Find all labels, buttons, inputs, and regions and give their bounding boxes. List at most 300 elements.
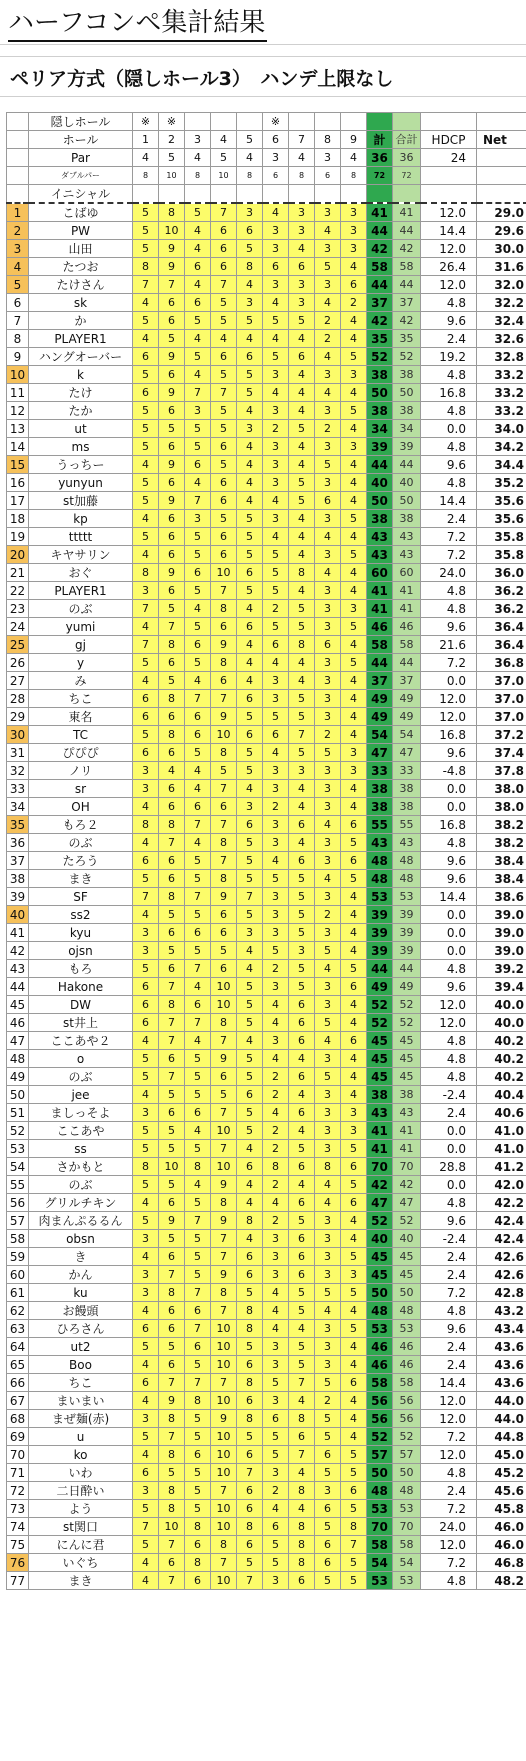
hole-score: 4: [315, 1194, 341, 1212]
rank-cell: 20: [7, 546, 29, 564]
net-score: 38.6: [477, 888, 526, 906]
hole-score: 2: [263, 1068, 289, 1086]
hidden-mark: [211, 113, 237, 131]
par-row: [7, 149, 526, 167]
hole-score: 6: [185, 798, 211, 816]
handicap-value: 12.0: [421, 1446, 477, 1464]
hole-score: 7: [185, 690, 211, 708]
rank-cell: 24: [7, 618, 29, 636]
rank-cell: 27: [7, 672, 29, 690]
hole-score: 4: [263, 1500, 289, 1518]
hole-score: 4: [341, 330, 367, 348]
hole-score: 8: [133, 564, 159, 582]
table-row: [7, 1518, 526, 1536]
hole-number: 3: [185, 131, 211, 149]
total-score: 39: [367, 438, 393, 456]
hole-score: 10: [211, 1428, 237, 1446]
hole-score: 3: [263, 816, 289, 834]
hole-score: 6: [289, 1266, 315, 1284]
total-score: 38: [367, 510, 393, 528]
player-name: か: [29, 312, 133, 330]
hole-score: 4: [341, 1356, 367, 1374]
hole-score: 4: [237, 960, 263, 978]
hole-score: 3: [315, 474, 341, 492]
table-row: [7, 1176, 526, 1194]
hole-score: 4: [185, 1176, 211, 1194]
rank-cell: 22: [7, 582, 29, 600]
rank-cell: 63: [7, 1320, 29, 1338]
hole-score: 2: [263, 960, 289, 978]
hole-score: 4: [341, 1410, 367, 1428]
rank-cell: 50: [7, 1086, 29, 1104]
hole-score: 6: [211, 492, 237, 510]
hole-score: 3: [263, 780, 289, 798]
hole-score: 4: [185, 978, 211, 996]
hole-score: 5: [289, 312, 315, 330]
gross-score: 46: [393, 618, 421, 636]
hole-score: 6: [159, 582, 185, 600]
table-row: [7, 438, 526, 456]
gross-score: 43: [393, 834, 421, 852]
hole-score: 3: [315, 672, 341, 690]
total-score: 44: [367, 654, 393, 672]
player-name: u: [29, 1428, 133, 1446]
hole-score: 8: [237, 1518, 263, 1536]
handicap-value: 16.8: [421, 384, 477, 402]
hole-score: 2: [263, 1212, 289, 1230]
hole-score: 5: [341, 402, 367, 420]
hole-score: 5: [133, 528, 159, 546]
hole-score: 5: [237, 1284, 263, 1302]
rank-cell: 26: [7, 654, 29, 672]
gross-score: 58: [393, 1374, 421, 1392]
net-score: 36.2: [477, 582, 526, 600]
hole-score: 6: [185, 456, 211, 474]
rank-cell: 53: [7, 1140, 29, 1158]
total-score: 41: [367, 203, 393, 222]
hole-score: 9: [211, 1212, 237, 1230]
gross-score: 54: [393, 1554, 421, 1572]
hole-score: 2: [263, 1176, 289, 1194]
hole-score: 5: [133, 438, 159, 456]
hole-score: 2: [263, 1086, 289, 1104]
hole-score: 5: [237, 834, 263, 852]
rank-cell: 44: [7, 978, 29, 996]
hole-score: 9: [159, 456, 185, 474]
hole-score: 5: [211, 762, 237, 780]
hidden-mark: [341, 113, 367, 131]
rank-cell: 21: [7, 564, 29, 582]
table-row: [7, 636, 526, 654]
net-score: 42.2: [477, 1194, 526, 1212]
hole-score: 6: [263, 1518, 289, 1536]
hole-score: 6: [159, 1302, 185, 1320]
rank-cell: 36: [7, 834, 29, 852]
hole-score: 7: [185, 1374, 211, 1392]
double-par-value: 6: [315, 167, 341, 185]
hole-score: 4: [315, 1176, 341, 1194]
hole-score: 5: [341, 1176, 367, 1194]
handicap-value: 2.4: [421, 1266, 477, 1284]
hole-number: 9: [341, 131, 367, 149]
gross-score: 37: [393, 294, 421, 312]
hole-score: 9: [211, 1176, 237, 1194]
hole-score: 3: [315, 1356, 341, 1374]
net-score: 42.6: [477, 1248, 526, 1266]
handicap-value: 9.6: [421, 744, 477, 762]
total-score: 42: [367, 1176, 393, 1194]
hole-score: 5: [315, 1428, 341, 1446]
hole-score: 4: [315, 564, 341, 582]
hole-score: 5: [315, 1518, 341, 1536]
hole-score: 3: [133, 1266, 159, 1284]
gross-score: 45: [393, 1248, 421, 1266]
rank-cell: 38: [7, 870, 29, 888]
hole-score: 5: [133, 960, 159, 978]
hole-score: 4: [237, 1032, 263, 1050]
hole-score: 6: [237, 1392, 263, 1410]
hole-score: 4: [237, 474, 263, 492]
player-name: ut: [29, 420, 133, 438]
net-score: 40.0: [477, 996, 526, 1014]
net-score: 35.6: [477, 510, 526, 528]
hole-score: 4: [289, 510, 315, 528]
hole-score: 6: [341, 852, 367, 870]
hole-score: 3: [315, 690, 341, 708]
hole-score: 4: [263, 492, 289, 510]
total-score: 39: [367, 906, 393, 924]
handicap-value: 19.2: [421, 348, 477, 366]
gross-header: 合計: [393, 131, 421, 149]
gross-score: 39: [393, 924, 421, 942]
hole-score: 5: [211, 312, 237, 330]
hole-score: 4: [133, 1392, 159, 1410]
handicap-value: -2.4: [421, 1230, 477, 1248]
hole-score: 5: [185, 420, 211, 438]
handicap-value: 2.4: [421, 330, 477, 348]
hole-score: 8: [159, 1284, 185, 1302]
hole-score: 5: [185, 348, 211, 366]
rank-cell: 34: [7, 798, 29, 816]
handicap-value: 4.8: [421, 366, 477, 384]
rank-cell: 52: [7, 1122, 29, 1140]
rank-cell: 33: [7, 780, 29, 798]
table-row: [7, 474, 526, 492]
gross-score: 46: [393, 1338, 421, 1356]
total-score: 50: [367, 1464, 393, 1482]
hole-score: 5: [133, 1212, 159, 1230]
hole-score: 8: [159, 888, 185, 906]
gross-score: 48: [393, 1482, 421, 1500]
hole-score: 4: [133, 906, 159, 924]
gross-score: 33: [393, 762, 421, 780]
hole-score: 5: [289, 1284, 315, 1302]
hole-score: 8: [341, 1518, 367, 1536]
hole-score: 7: [289, 1446, 315, 1464]
hole-score: 6: [341, 978, 367, 996]
hole-score: 3: [315, 1050, 341, 1068]
hole-score: 5: [263, 1374, 289, 1392]
table-row: [7, 1158, 526, 1176]
gross-score: 54: [393, 726, 421, 744]
table-row: [7, 420, 526, 438]
table-row: [7, 1194, 526, 1212]
hole-score: 5: [237, 1428, 263, 1446]
gross-score: 46: [393, 1356, 421, 1374]
table-row: [7, 384, 526, 402]
handicap-value: 12.0: [421, 996, 477, 1014]
hole-score: 9: [159, 1392, 185, 1410]
handicap-value: 2.4: [421, 1248, 477, 1266]
table-row: [7, 690, 526, 708]
hole-score: 4: [341, 888, 367, 906]
handicap-value: 0.0: [421, 780, 477, 798]
hole-score: 6: [159, 510, 185, 528]
hole-score: 5: [289, 420, 315, 438]
table-row: [7, 1248, 526, 1266]
rank-cell: 4: [7, 258, 29, 276]
hole-score: 5: [185, 1050, 211, 1068]
hole-score: 4: [289, 1464, 315, 1482]
hole-score: 3: [263, 474, 289, 492]
hole-score: 4: [289, 402, 315, 420]
hole-score: 6: [289, 1104, 315, 1122]
hole-number: 2: [159, 131, 185, 149]
hidden-mark: [237, 113, 263, 131]
hole-score: 3: [315, 834, 341, 852]
hole-score: 5: [289, 690, 315, 708]
hole-score: 3: [185, 402, 211, 420]
net-score: 33.2: [477, 384, 526, 402]
hole-score: 4: [315, 384, 341, 402]
total-score: 48: [367, 1482, 393, 1500]
hole-score: 3: [341, 438, 367, 456]
hole-score: 3: [263, 240, 289, 258]
hole-score: 10: [211, 1122, 237, 1140]
rank-cell: 62: [7, 1302, 29, 1320]
handicap-value: 0.0: [421, 1122, 477, 1140]
rank-cell: 17: [7, 492, 29, 510]
rank-cell: 12: [7, 402, 29, 420]
hole-number: 8: [315, 131, 341, 149]
gross-score: 70: [393, 1518, 421, 1536]
rank-cell: 69: [7, 1428, 29, 1446]
table-row: [7, 708, 526, 726]
table-row: [7, 1266, 526, 1284]
hole-score: 3: [263, 1572, 289, 1590]
hole-score: 3: [263, 366, 289, 384]
net-score: 46.8: [477, 1554, 526, 1572]
hole-score: 5: [237, 978, 263, 996]
handicap-value: 4.8: [421, 1032, 477, 1050]
hole-score: 5: [263, 1536, 289, 1554]
player-name: ここあや: [29, 1122, 133, 1140]
hole-score: 4: [263, 1050, 289, 1068]
hole-score: 6: [289, 348, 315, 366]
gross-score: 34: [393, 420, 421, 438]
hole-score: 9: [159, 1212, 185, 1230]
player-name: さかもと: [29, 1158, 133, 1176]
table-row: [7, 492, 526, 510]
hole-score: 4: [133, 1554, 159, 1572]
hole-score: 6: [159, 1104, 185, 1122]
total-score: 44: [367, 960, 393, 978]
hole-score: 4: [133, 546, 159, 564]
hole-score: 6: [159, 438, 185, 456]
player-name: ttttt: [29, 528, 133, 546]
hole-score: 3: [185, 510, 211, 528]
net-score: 44.8: [477, 1428, 526, 1446]
hole-score: 5: [263, 1446, 289, 1464]
net-score: 42.0: [477, 1176, 526, 1194]
hole-score: 4: [237, 456, 263, 474]
hole-score: 5: [185, 528, 211, 546]
table-row: [7, 312, 526, 330]
hole-score: 6: [237, 1446, 263, 1464]
rank-cell: 32: [7, 762, 29, 780]
hole-score: 6: [289, 1158, 315, 1176]
hole-score: 7: [185, 1284, 211, 1302]
total-score: 57: [367, 1446, 393, 1464]
hole-score: 8: [289, 1554, 315, 1572]
total-score: 41: [367, 1122, 393, 1140]
player-name: ハングオーバー: [29, 348, 133, 366]
hole-score: 4: [133, 1248, 159, 1266]
net-score: 40.2: [477, 1050, 526, 1068]
hole-score: 7: [211, 1302, 237, 1320]
net-score: 41.2: [477, 1158, 526, 1176]
total-score: 44: [367, 456, 393, 474]
hole-score: 4: [341, 996, 367, 1014]
handicap-value: 0.0: [421, 672, 477, 690]
hole-score: 5: [341, 1464, 367, 1482]
hole-score: 5: [341, 870, 367, 888]
net-score: 41.0: [477, 1122, 526, 1140]
hole-score: 5: [185, 852, 211, 870]
hole-score: 4: [185, 330, 211, 348]
hole-score: 6: [237, 618, 263, 636]
total-score: 58: [367, 1536, 393, 1554]
table-row: [7, 1356, 526, 1374]
player-name: まき: [29, 870, 133, 888]
gross-score: 53: [393, 888, 421, 906]
hole-score: 5: [289, 492, 315, 510]
handicap-value: 0.0: [421, 906, 477, 924]
table-row: [7, 203, 526, 222]
total-score: 56: [367, 1392, 393, 1410]
hole-score: 6: [133, 744, 159, 762]
hole-score: 3: [263, 276, 289, 294]
hole-score: 6: [289, 258, 315, 276]
hole-score: 8: [263, 1158, 289, 1176]
hole-score: 4: [263, 294, 289, 312]
total-score: 52: [367, 996, 393, 1014]
hole-score: 10: [211, 1464, 237, 1482]
hole-score: 4: [263, 1014, 289, 1032]
rank-cell: 29: [7, 708, 29, 726]
hole-score: 3: [315, 996, 341, 1014]
hole-score: 5: [211, 420, 237, 438]
table-row: [7, 906, 526, 924]
hole-score: 3: [315, 582, 341, 600]
total-score: 43: [367, 834, 393, 852]
hole-score: 4: [289, 582, 315, 600]
gross-score: 44: [393, 456, 421, 474]
hole-score: 3: [315, 510, 341, 528]
total-score: 58: [367, 1374, 393, 1392]
hole-score: 6: [133, 1320, 159, 1338]
hole-score: 6: [133, 384, 159, 402]
hole-score: 6: [159, 1320, 185, 1338]
hole-score: 3: [133, 780, 159, 798]
hole-score: 7: [341, 1536, 367, 1554]
hole-score: 6: [159, 654, 185, 672]
hole-score: 7: [237, 1572, 263, 1590]
gross-score: 35: [393, 330, 421, 348]
net-score: 35.8: [477, 546, 526, 564]
player-name: TC: [29, 726, 133, 744]
handicap-value: 4.8: [421, 474, 477, 492]
total-score: 40: [367, 1230, 393, 1248]
hole-score: 4: [341, 1014, 367, 1032]
hole-score: 4: [133, 834, 159, 852]
player-name: ひろさん: [29, 1320, 133, 1338]
hole-score: 5: [133, 474, 159, 492]
hole-score: 3: [263, 888, 289, 906]
hole-score: 10: [211, 1356, 237, 1374]
hole-score: 4: [237, 942, 263, 960]
hole-score: 7: [211, 1482, 237, 1500]
hole-score: 6: [341, 1482, 367, 1500]
hole-score: 7: [211, 852, 237, 870]
double-par-value: 10: [211, 167, 237, 185]
hole-score: 4: [315, 348, 341, 366]
hole-score: 5: [159, 600, 185, 618]
total-score: 48: [367, 1302, 393, 1320]
hole-score: 9: [211, 888, 237, 906]
hole-score: 6: [133, 978, 159, 996]
net-score: 38.0: [477, 780, 526, 798]
total-score: 52: [367, 1428, 393, 1446]
hole-score: 5: [289, 474, 315, 492]
hole-score: 5: [289, 888, 315, 906]
table-row: [7, 744, 526, 762]
hole-score: 6: [237, 816, 263, 834]
table-row: [7, 1428, 526, 1446]
handicap-value: 4.8: [421, 600, 477, 618]
hole-score: 6: [289, 1248, 315, 1266]
hole-score: 7: [211, 780, 237, 798]
hole-score: 3: [263, 1032, 289, 1050]
hole-score: 3: [315, 203, 341, 222]
hole-score: 6: [133, 852, 159, 870]
hole-score: 4: [237, 402, 263, 420]
hole-score: 4: [133, 456, 159, 474]
hole-score: 4: [237, 1140, 263, 1158]
results-body: [7, 113, 526, 1590]
handicap-value: 2.4: [421, 1482, 477, 1500]
hole-score: 7: [211, 1248, 237, 1266]
gross-score: 41: [393, 203, 421, 222]
double-par-gross: 72: [393, 167, 421, 185]
total-score: 53: [367, 1320, 393, 1338]
hole-score: 7: [159, 834, 185, 852]
hole-score: 6: [289, 1194, 315, 1212]
hole-score: 5: [237, 528, 263, 546]
hole-score: 5: [289, 744, 315, 762]
net-score: 40.2: [477, 1032, 526, 1050]
par-value: 4: [237, 149, 263, 167]
